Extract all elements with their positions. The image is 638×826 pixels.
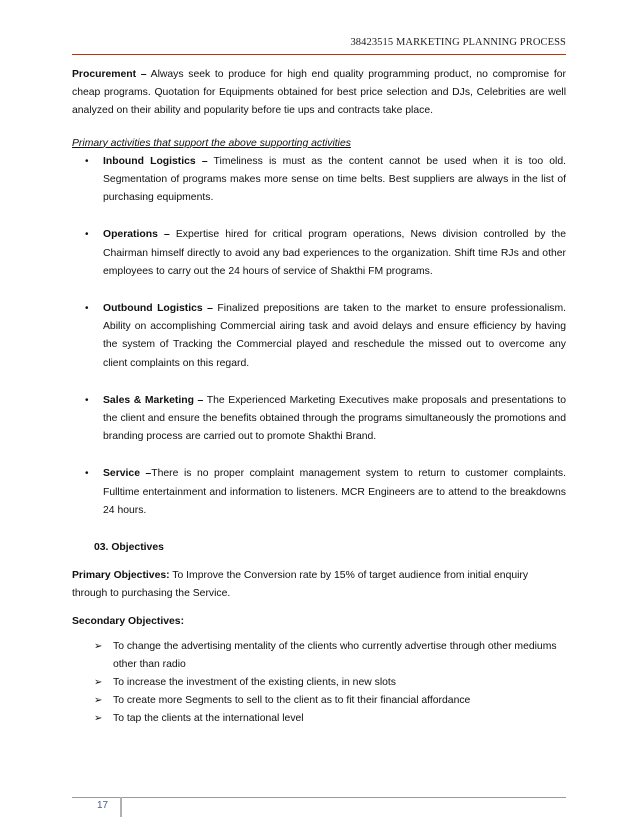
bullet-icon: • bbox=[85, 394, 89, 406]
list-item: ➢ To increase the investment of the existing clients, in new slots bbox=[72, 674, 566, 692]
bullet-icon: • bbox=[85, 229, 89, 241]
primary-activities-heading: Primary activities that support the above supporting activities bbox=[72, 137, 351, 149]
procurement-label: Procurement – bbox=[72, 69, 147, 80]
header-rule bbox=[72, 54, 566, 55]
list-item: ➢ To tap the clients at the international level bbox=[72, 710, 566, 728]
list-item-operations: • Operations – Expertise hired for critical program operations, News division controlled by the Chairman himself directly to avoid any bad experiences to the organization. Shift time RJs and other employees to carry out the 24 hours of service of Shakthi FM programs. bbox=[72, 226, 566, 281]
bullet-icon: • bbox=[85, 303, 89, 315]
primary-objectives-paragraph: Primary Objectives: To Improve the Conversion rate by 15% of target audience from initial enquiry through to purchasing the Service. bbox=[72, 570, 529, 600]
list-item-sales-marketing: • Sales & Marketing – The Experienced Marketing Executives make proposals and presentations to the client and ensure the benefits obtained through the programs simultaneously the promotions and branding process are carried out to promote Shakthi Brand. bbox=[72, 392, 566, 447]
footer-rule bbox=[72, 797, 566, 798]
secondary-objectives-list bbox=[72, 638, 566, 728]
list-item-inbound-logistics: • Inbound Logistics – Timeliness is must as the content cannot be used when it is too old. Segmentation of programs makes more sense on time belts. Best suppliers are always in the list of purchasing equipments. bbox=[72, 153, 566, 208]
list-item: ➢ To create more Segments to sell to the client as to fit their financial affordance bbox=[72, 692, 566, 710]
arrow-bullet-icon: ➢ bbox=[94, 694, 103, 706]
objectives-heading: 03. Objectives bbox=[94, 542, 164, 554]
arrow-bullet-icon: ➢ bbox=[94, 676, 103, 688]
secondary-objectives-heading: Secondary Objectives: bbox=[72, 615, 185, 627]
list-item: ➢ To change the advertising mentality of the clients who currently advertise through other mediums other than radio bbox=[72, 638, 566, 674]
running-header: 38423515 MARKETING PLANNING PROCESS bbox=[350, 37, 566, 48]
list-item-outbound-logistics: • Outbound Logistics – Finalized prepositions are taken to the market to ensure professionalism. Ability on accomplishing Commercial airing task and avoid delays and ensure efficiency by having the system of Tracking the Commercial played and reschedule the missed out to overcome any client complaints on this regard. bbox=[72, 300, 566, 373]
bullet-icon: • bbox=[85, 155, 89, 167]
page-body bbox=[72, 66, 566, 728]
list-item-service: • Service –There is no proper complaint management system to return to customer complaints. Fulltime entertainment and information to listeners. MCR Engineers are to attend to the breakdowns 24 hours. bbox=[72, 465, 566, 520]
bullet-icon: • bbox=[85, 468, 89, 480]
procurement-paragraph bbox=[72, 66, 566, 121]
footer-divider bbox=[120, 797, 122, 817]
arrow-bullet-icon: ➢ bbox=[94, 712, 103, 724]
page-number: 17 bbox=[97, 800, 109, 811]
procurement-text: Always seek to produce for high end quality programming product, no compromise for cheap programs. Quotation for Equipments obtained for best price selection and DJs, Celebrities are well analyzed on their ability and popularity before tie ups and contracts take place. bbox=[72, 69, 567, 117]
activities-list bbox=[72, 153, 566, 520]
arrow-bullet-icon: ➢ bbox=[94, 640, 103, 652]
